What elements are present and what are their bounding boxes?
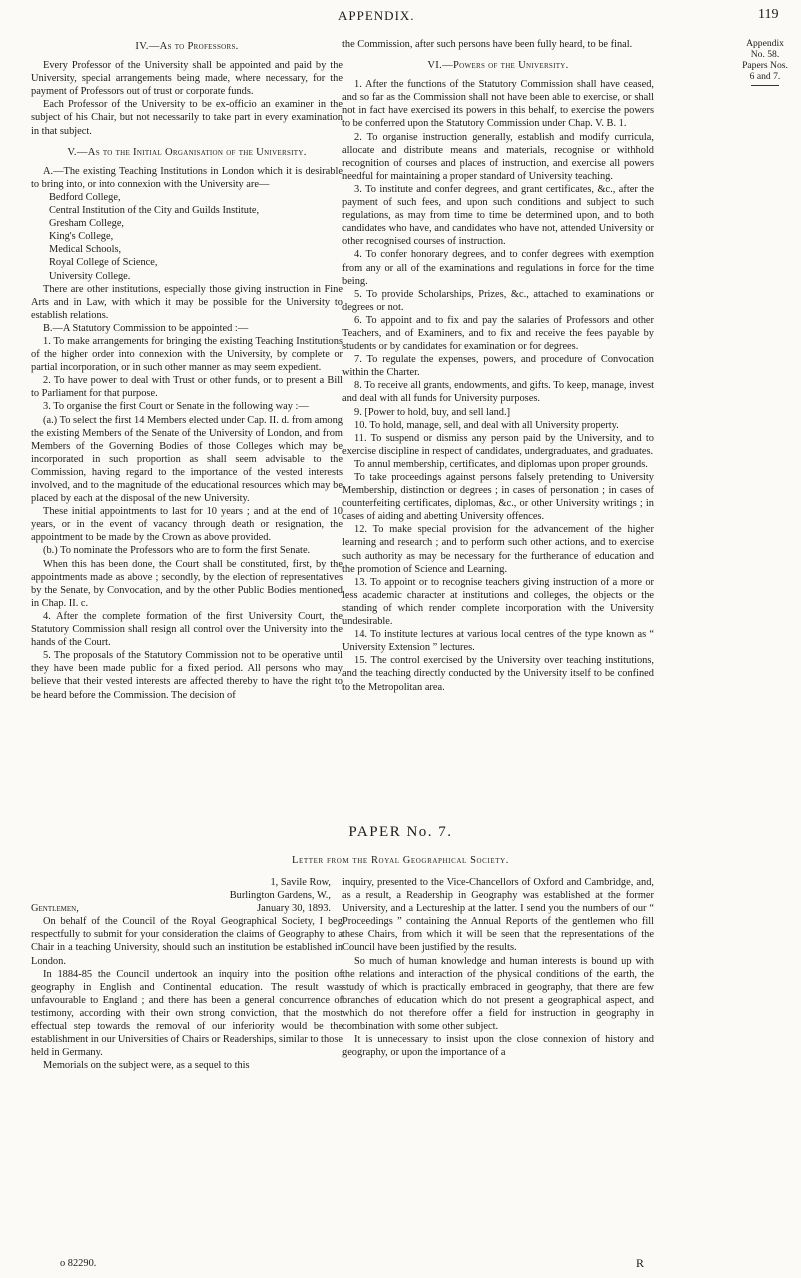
paragraph: 2. To have power to deal with Trust or other funds, or to present a Bill to Parliament for that purpose. — [31, 375, 343, 400]
paragraph: Each Professor of the University to be ex-officio an examiner in the subject of his Chair, but not necessarily to take part in every examination in that subject. — [31, 99, 343, 137]
margin-note-line: No. 58. — [750, 49, 780, 60]
paper-title: PAPER No. 7. — [348, 824, 453, 840]
column-left-lower — [31, 876, 343, 1072]
power-item: 4. To confer honorary degrees, and to confer degrees with exemption from any or all of the examinations and regulations in force for the time being. — [342, 249, 654, 287]
section-heading-powers: VI.—Powers of the University. — [427, 60, 569, 72]
margin-note-line: Appendix — [746, 38, 784, 49]
list-item: Medical Schools, — [49, 244, 122, 256]
section-heading-initial-organisation: V.—As to the Initial Organisation of the University. — [67, 146, 307, 158]
running-header: APPENDIX. — [338, 8, 415, 23]
power-item: 14. To institute lectures at various local centres of the type known as “ University Extension ” lectures. — [342, 629, 654, 654]
power-item: 5. To provide Scholarships, Prizes, &c., attached to examinations or degrees or not. — [342, 288, 654, 313]
paragraph: Every Professor of the University shall be appointed and paid by the University, special arrangements being made, where necessary, for the payment of Professors out of trust or corporate funds. — [31, 60, 343, 98]
list-item: King's College, — [49, 231, 114, 243]
paragraph: 4. After the complete formation of the first University Court, the Statutory Commission shall resign all control over the University into the hands of the Court. — [31, 610, 343, 649]
column-left-upper — [31, 38, 343, 702]
margin-note-rule — [751, 85, 779, 86]
list-item: Royal College of Science, — [49, 257, 158, 269]
power-item: 3. To institute and confer degrees, and grant certificates, &c., after the payment of such fees, and upon such conditions and subject to such regulations, as may from time to time be determined upon, and to both candidates who have, and candidates who have not, attended University or other recognised courses of instruction. — [342, 183, 654, 248]
paragraph: B.—A Statutory Commission to be appointed :— — [43, 322, 249, 334]
address-line: Burlington Gardens, W., — [229, 890, 331, 902]
list-item: University College. — [49, 270, 131, 282]
paragraph: These initial appointments to last for 10 years ; and at the end of 10 years, or in the event of vacancy through death or resignation, the appointment to be made by the Crown as above provided. — [31, 506, 343, 544]
signature-mark: R — [636, 1256, 645, 1270]
paragraph: 1. To make arrangements for bringing the existing Teaching Institutions of the higher order into connexion with the University, by complete or partial incorporation, or in such other manner as may seem expedient. — [31, 335, 343, 374]
power-item: 13. To appoint or to recognise teachers giving instruction of a more or less academic character at institutions and colleges, the objects or the standing of which render complete incorporation with the University undesirable. — [342, 576, 654, 628]
section-heading-professors: IV.—As to Professors. — [135, 41, 239, 52]
letter-heading: Letter from the Royal Geographical Society. — [292, 855, 509, 866]
paragraph: A.—The existing Teaching Institutions in London which it is desirable to bring into, or into connexion with the University are— — [31, 165, 343, 190]
paragraph: Memorials on the subject were, as a sequel to this — [43, 1060, 250, 1072]
list-item: Central Institution of the City and Guilds Institute, — [49, 205, 260, 217]
margin-note-line: Papers Nos. — [742, 60, 788, 71]
paragraph: (a.) To select the first 14 Members elected under Cap. II. d. from among the existing Members of the Senate of the University of London, and from Members of the Governing Bodies of those Colleges which may be incorporated in such proportion as shall seem advisable to the Commission, having regard to the importance of the vested interests involved, and to the magnitude of the educational resources which may be placed by each at the disposal of the new University. — [31, 414, 343, 505]
paragraph: There are other institutions, especially those giving instruction in Fine Arts and in Law, with which it may be possible for the University to establish relations. — [31, 283, 343, 321]
paragraph: 5. The proposals of the Statutory Commission not to be operative until they have been made public for a fixed period. All persons who may believe that their vested interests are affected thereby to have the right to be heard before the Commission. The decision of — [31, 650, 343, 701]
power-item: 15. The control exercised by the University over teaching institutions, and the teaching directly conducted by the University itself to be confined to the Metropolitan area. — [342, 655, 654, 693]
power-item: 2. To organise instruction generally, establish and modify curricula, allocate and distribute means and materials, recognise or withhold recognition of courses and places of instruction, and exercise all powers needful for maintaining a proper standard of University teaching. — [342, 131, 654, 182]
paragraph: It is unnecessary to insist upon the close connexion of history and geography, or upon the importance of a — [342, 1034, 654, 1059]
power-item: 12. To make special provision for the advancement of the higher learning and research ; and to perform such other actions, and to exercise such authority as may be necessary for the furtherance of education and the promotion of Science and Learning. — [342, 524, 654, 575]
power-item: 10. To hold, manage, sell, and deal with all University property. — [354, 419, 619, 431]
margin-note-line: 6 and 7. — [749, 71, 781, 82]
margin-note — [735, 38, 795, 86]
address-line: 1, Savile Row, — [270, 877, 331, 888]
paragraph: When this has been done, the Court shall be constituted, first, by the appointments made as above ; secondly, by the election of representatives by the Senate, by Convocation, and by the other Public Bodies mentioned in Chap. II. c. — [31, 558, 343, 609]
paragraph: (b.) To nominate the Professors who are to form the first Senate. — [43, 545, 311, 557]
power-item: To annul membership, certificates, and diplomas upon proper grounds. — [354, 458, 648, 470]
letter-date: January 30, 1893. — [257, 903, 331, 915]
column-right-upper — [342, 38, 654, 694]
institution-list — [31, 191, 343, 283]
paragraph: On behalf of the Council of the Royal Geographical Society, I beg respectfully to submit for your consideration the claims of Geography to a Chair in a teaching University, should such an institution be established in London. — [31, 916, 343, 967]
power-item: To take proceedings against persons falsely pretending to University Membership, distinction or degrees ; in cases of personation ; in cases of counterfeiting certificates, diplomas, &c., or other University writings ; in cases of aiding and abetting University offences. — [342, 472, 654, 523]
power-item: 11. To suspend or dismiss any person paid by the University, and to exercise discipline in respect of candidates, undergraduates, and graduates. — [342, 432, 654, 457]
power-item: 6. To appoint and to fix and pay the salaries of Professors and other Teachers, and of Examiners, and to fix and receive the fees payable by students or by candidates for examination or for degrees. — [342, 314, 654, 353]
power-item: 1. After the functions of the Statutory Commission shall have ceased, and so far as the Commission shall not have been able to exercise, or shall not in fact have exercised its powers in this behalf, to exercise the powers to be conferred upon the Statutory Commission under Chap. V. B. 1. — [342, 79, 654, 130]
power-item: 8. To receive all grants, endowments, and gifts. To keep, manage, invest and deal with all funds for University purposes. — [342, 380, 654, 405]
column-right-lower — [342, 876, 654, 1059]
paragraph: inquiry, presented to the Vice-Chancellors of Oxford and Cambridge, and, as a result, a Readership in Geography was established at the former University, and a Lectureship at the latter. I send you the numbers of our “ Proceedings ” containing the Annual Reports of the gentlemen who fill these Chairs, from which it will be seen that the representations of the Council have been justified by the results. — [342, 877, 654, 954]
salutation: Gentlemen, — [31, 903, 79, 915]
paragraph: So much of human knowledge and human interests is bound up with the relations and interaction of the physical conditions of the earth, the study of which is practically embraced in geography, that there are few branches of education which do not present a geographical aspect, and which do not therefore offer a field for instruction in geography in combination with some other subject. — [342, 955, 654, 1033]
list-item: Gresham College, — [49, 218, 125, 230]
paragraph: 3. To organise the first Court or Senate in the following way :— — [43, 401, 309, 413]
power-item: 9. [Power to hold, buy, and sell land.] — [354, 406, 511, 418]
list-item: Bedford College, — [49, 191, 121, 203]
paragraph: the Commission, after such persons have been fully heard, to be final. — [342, 39, 633, 50]
page-number: 119 — [758, 7, 779, 22]
print-code: o 82290. — [60, 1258, 97, 1269]
power-item: 7. To regulate the expenses, powers, and procedure of Convocation within the Charter. — [342, 354, 654, 379]
paragraph: In 1884-85 the Council undertook an inquiry into the position of geography in English and Continental education. The result was unfavourable to England ; and there has been a general concurrence of testimony, according with their own strong conviction, that the most effectual step towards the removal of our inferiority would be the establishment in our Universities of Chairs or Readerships, similar to those held in Germany. — [31, 968, 343, 1059]
